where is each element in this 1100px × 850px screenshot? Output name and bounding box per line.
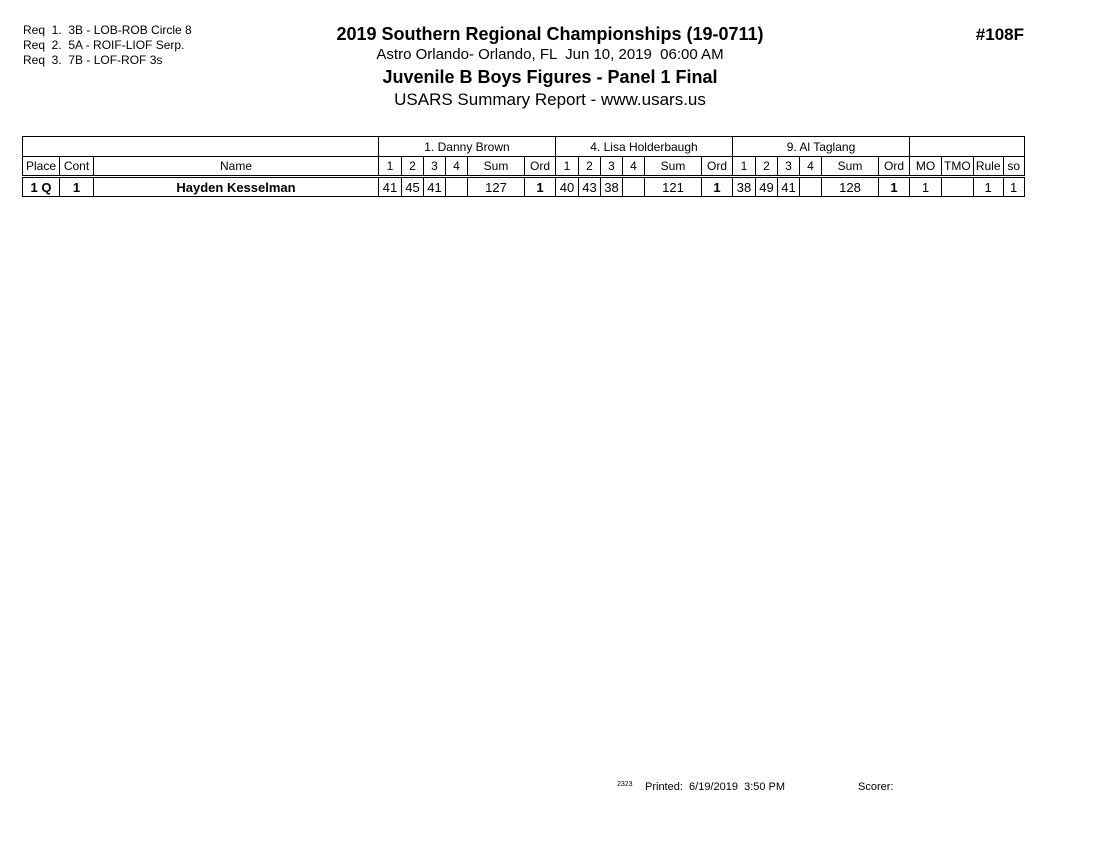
score-cell: 41 [379,177,402,197]
score-cell: 41 [424,177,446,197]
judge-row-spacer [23,137,379,157]
judge-row-spacer [910,137,1025,157]
results-table-container [22,136,1025,197]
judge-header-row [23,137,1025,157]
ord-cell: 1 [879,177,910,197]
mo-header: MO [910,157,942,177]
score-col-header: 4 [800,157,822,177]
skater-name-cell: Hayden Kesselman [94,177,379,197]
cont-cell: 1 [60,177,94,197]
result-row [23,177,1025,197]
score-col-header: 3 [424,157,446,177]
score-col-header: 3 [778,157,800,177]
score-cell: 49 [756,177,778,197]
sum-header: Sum [468,157,525,177]
ord-cell: 1 [702,177,733,197]
requirement-line: Req 1. 3B - LOB-ROB Circle 8 [23,23,192,37]
sum-cell: 127 [468,177,525,197]
venue-date-line: Astro Orlando- Orlando, FL Jun 10, 2019 06:00 AM [376,46,724,63]
score-col-header: 1 [379,157,402,177]
sum-header: Sum [822,157,879,177]
version-code: 2323 [617,781,633,788]
printed-timestamp: Printed: 6/19/2019 3:50 PM [645,781,786,793]
score-col-header: 4 [446,157,468,177]
so-header: so [1003,157,1024,177]
place-header: Place [23,157,60,177]
sum-cell: 121 [645,177,702,197]
judge-1-name: 1. Danny Brown [379,137,556,157]
sum-header: Sum [645,157,702,177]
score-col-header: 1 [556,157,579,177]
score-cell: 41 [778,177,800,197]
mo-cell: 1 [910,177,942,197]
score-cell [446,177,468,197]
score-cell: 38 [733,177,756,197]
score-col-header: 2 [402,157,424,177]
so-cell: 1 [1003,177,1024,197]
requirement-line: Req 3. 7B - LOF-ROF 3s [23,53,163,67]
tmo-cell [942,177,974,197]
score-col-header: 4 [623,157,645,177]
score-col-header: 3 [601,157,623,177]
results-table [22,136,1025,197]
judge-2-name: 4. Lisa Holderbaugh [556,137,733,157]
tmo-header: TMO [942,157,974,177]
name-header: Name [94,157,379,177]
ord-cell: 1 [525,177,556,197]
cont-header: Cont [60,157,94,177]
score-cell: 38 [601,177,623,197]
score-cell [623,177,645,197]
scorer-label: Scorer: [858,781,894,793]
requirement-line: Req 2. 5A - ROIF-LIOF Serp. [23,38,185,52]
score-cell: 45 [402,177,424,197]
ord-header: Ord [525,157,556,177]
ord-header: Ord [879,157,910,177]
score-cell: 40 [556,177,579,197]
score-cell: 43 [579,177,601,197]
score-col-header: 2 [756,157,778,177]
rule-cell: 1 [973,177,1003,197]
judge-3-name: 9. Al Taglang [733,137,910,157]
place-cell: 1 Q [23,177,60,197]
score-col-header: 2 [579,157,601,177]
column-header-row [23,157,1025,177]
ord-header: Ord [702,157,733,177]
event-title: Juvenile B Boys Figures - Panel 1 Final [382,67,718,87]
championship-title: 2019 Southern Regional Championships (19-0711) [336,24,764,44]
doc-number: #108F [975,25,1024,44]
score-col-header: 1 [733,157,756,177]
sum-cell: 128 [822,177,879,197]
rule-header: Rule [973,157,1003,177]
report-type-line: USARS Summary Report - www.usars.us [394,90,706,109]
score-cell [800,177,822,197]
